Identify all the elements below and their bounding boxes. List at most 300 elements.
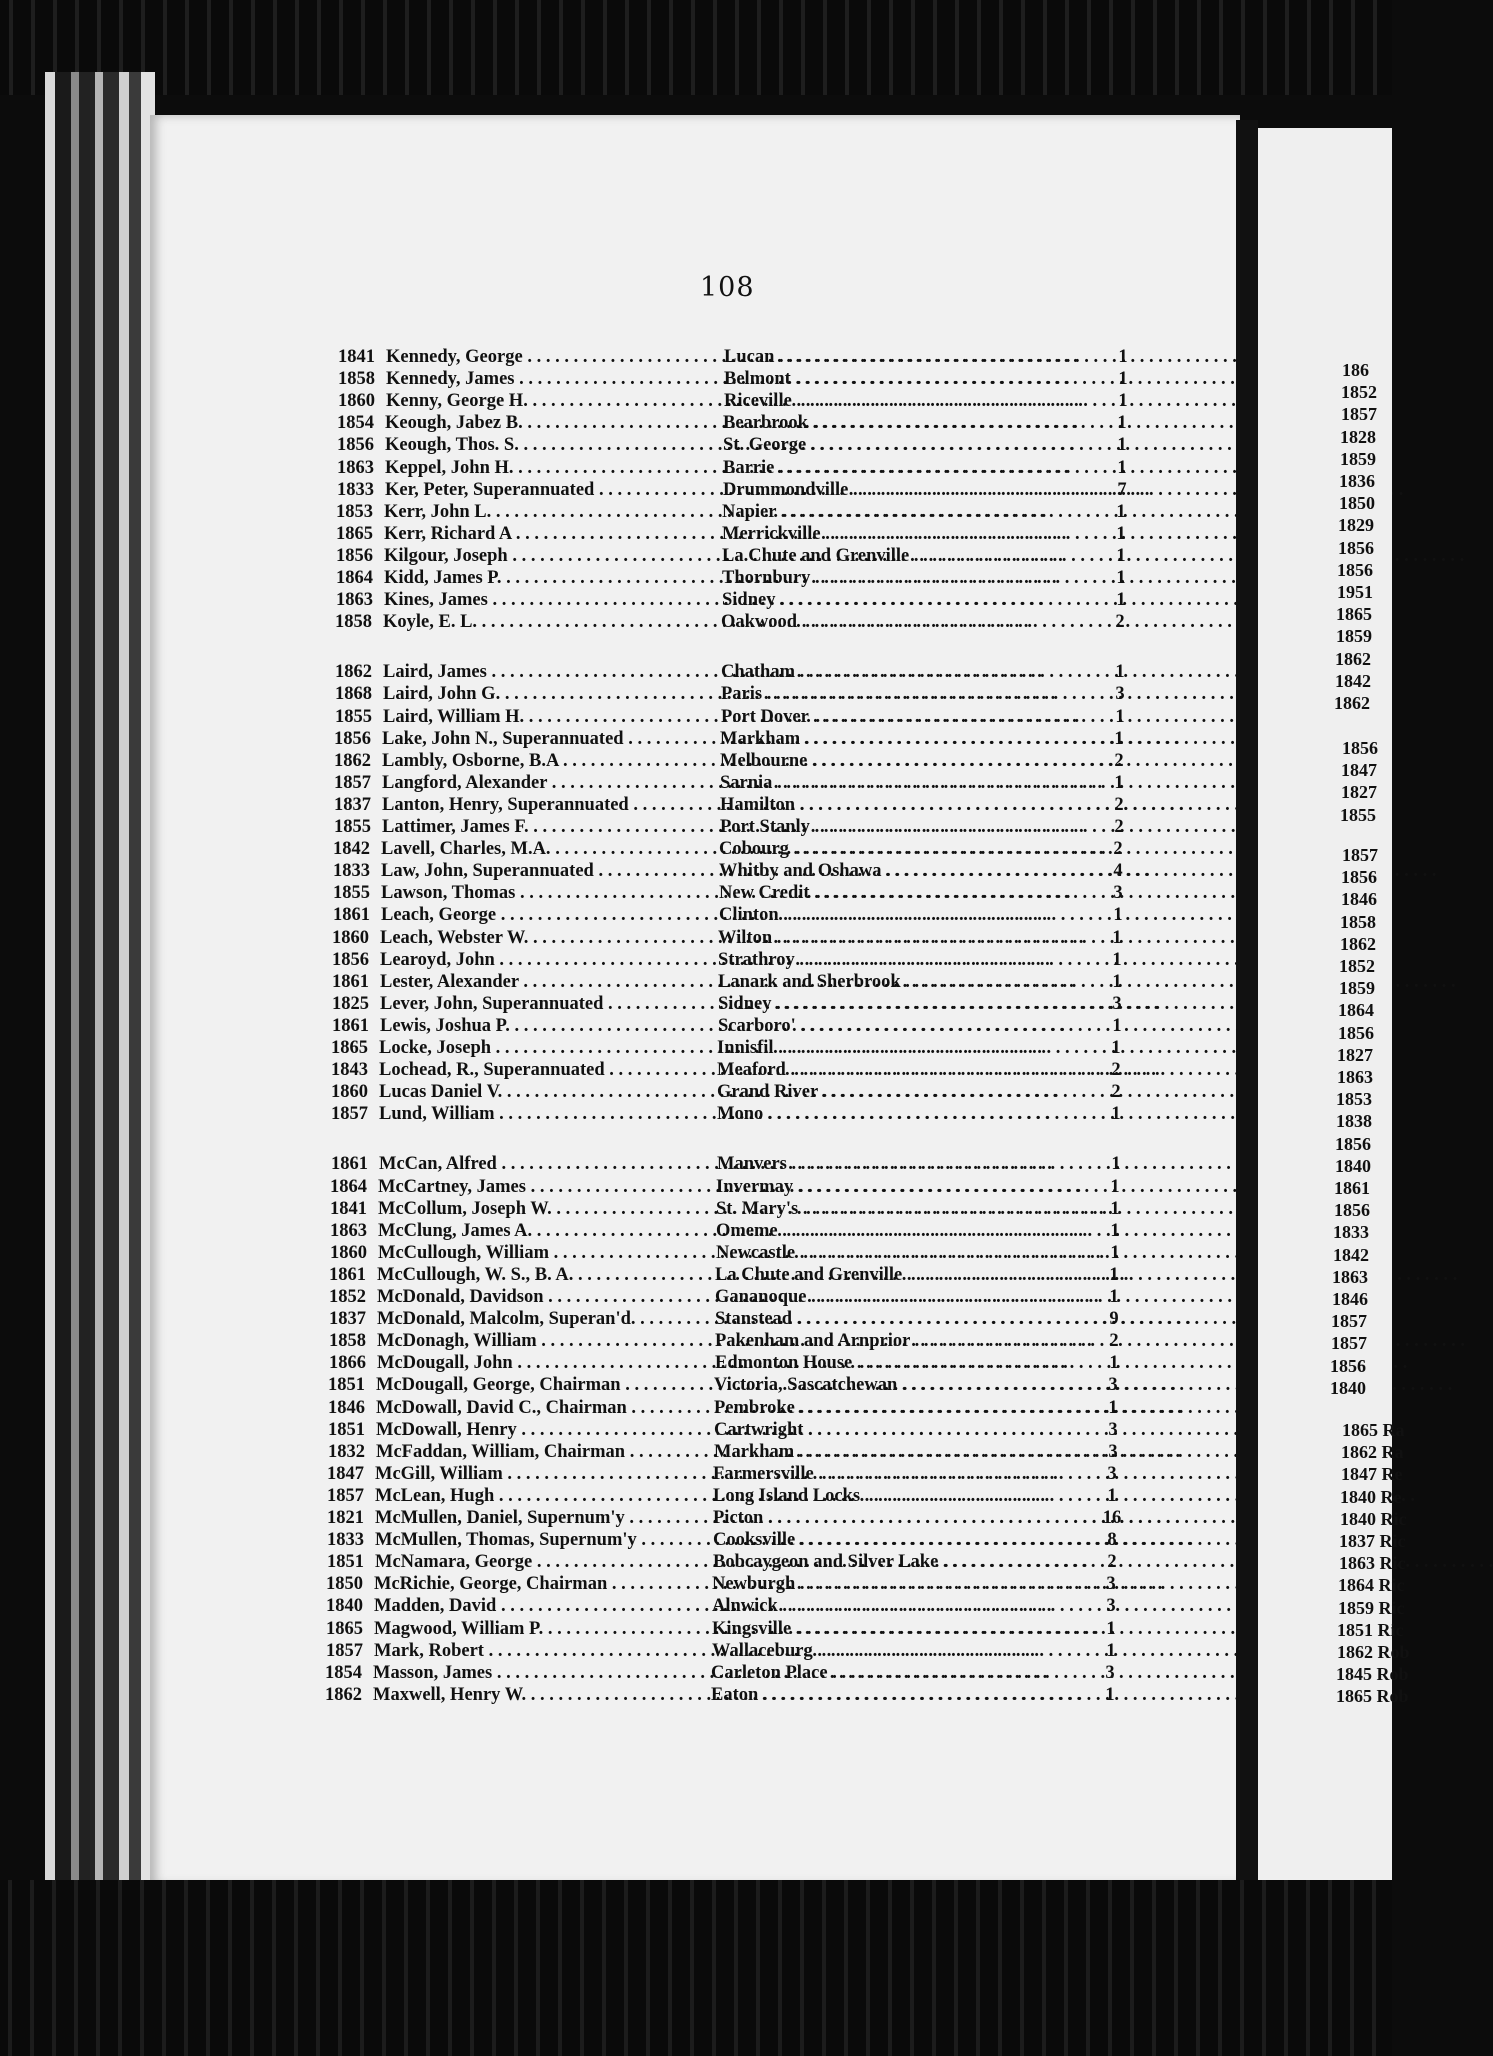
entry-year: 1861 — [331, 1154, 368, 1175]
entry-name: McDougall, George, Chairman . . . — [376, 1375, 718, 1396]
entry-place: Markham . . . — [714, 1442, 1114, 1463]
entry-name: Laird, James . . . — [383, 662, 725, 683]
entry-name: Lund, William . . . — [379, 1104, 721, 1125]
entry-count: 7 — [1117, 479, 1127, 500]
entry-count: 1 — [1112, 1015, 1122, 1036]
entry-row — [334, 817, 1134, 839]
right-entry: 1861 — [1334, 1178, 1370, 1198]
entry-place: Eaton . . . — [711, 1685, 1111, 1706]
entry-count: 1 — [1116, 568, 1126, 588]
right-entry: 1856 — [1338, 1022, 1374, 1043]
entry-row — [335, 707, 1135, 729]
right-entry: 1863 Ric — [1339, 1553, 1406, 1574]
entry-count: 2 — [1115, 612, 1125, 633]
entry-year: 1833 — [327, 1530, 364, 1551]
entry-name: Lester, Alexander . . . — [380, 972, 722, 993]
entry-place: Cooksville . . . — [713, 1530, 1113, 1551]
right-entry: 1833 — [1333, 1222, 1369, 1243]
entry-year: 1847 — [327, 1463, 364, 1484]
entry-name: Kerr, Richard A . . . — [384, 524, 726, 545]
entry-name: Lochead, R., Superannuated . . . — [379, 1060, 721, 1081]
entry-count: 3 — [1108, 1375, 1118, 1396]
entry-count: 1 — [1110, 1176, 1120, 1197]
entry-count: 2 — [1107, 1552, 1117, 1573]
entry-year: 1856 — [332, 949, 369, 970]
entry-row — [325, 1663, 1125, 1685]
entry-count: 2 — [1113, 839, 1123, 860]
entry-row — [337, 413, 1137, 435]
entry-count: 1 — [1116, 501, 1126, 522]
entry-place: Sidney . . . — [718, 994, 1118, 1015]
entry-place: Grand River . . . — [717, 1082, 1117, 1103]
right-entry: 1862 — [1334, 693, 1370, 713]
right-entry: 1847 — [1341, 760, 1377, 781]
entry-year: 1857 — [331, 1104, 368, 1125]
entry-count: 1 — [1117, 457, 1127, 478]
entry-count: 3 — [1105, 1662, 1115, 1683]
right-entry: 1859 — [1340, 448, 1376, 469]
right-entry: 1857 — [1341, 404, 1377, 425]
entry-count: 1 — [1109, 1353, 1119, 1374]
entry-row — [330, 1177, 1130, 1199]
entry-year: 1832 — [328, 1441, 365, 1462]
entry-row — [336, 590, 1136, 612]
entry-count: 1 — [1118, 369, 1128, 390]
entry-count: 1 — [1118, 347, 1128, 367]
right-entry: 1840 — [1335, 1155, 1371, 1176]
entry-name: Magwood, William P. . . . — [374, 1619, 716, 1640]
entry-year: 1854 — [325, 1662, 362, 1683]
entry-place: Victoria, Sascatchewan . . . — [714, 1375, 1114, 1396]
entry-count: 1 — [1112, 927, 1122, 948]
entry-row — [334, 751, 1134, 773]
entry-count: 2 — [1111, 1082, 1121, 1103]
entry-year: 1857 — [326, 1640, 363, 1661]
entry-year: 1837 — [329, 1309, 366, 1330]
entry-year: 1858 — [335, 612, 372, 633]
entry-row — [332, 972, 1132, 994]
entry-place: Wilton . . . — [718, 928, 1118, 949]
right-entry: 1827 — [1337, 1044, 1373, 1065]
entry-year: 1863 — [337, 457, 374, 478]
entry-count: 1 — [1111, 1154, 1121, 1175]
right-entry: 1865 Rob — [1336, 1686, 1409, 1707]
entry-place: Bearbrook . . . — [723, 413, 1123, 434]
entry-year: 1857 — [327, 1485, 364, 1506]
entry-year: 1865 — [326, 1618, 363, 1639]
entry-count: 1 — [1112, 949, 1122, 970]
entry-row — [330, 1243, 1130, 1265]
entry-row — [327, 1508, 1127, 1530]
entry-place: Newburgh . . . — [712, 1574, 1112, 1595]
entry-count: 1 — [1107, 1485, 1117, 1506]
entry-name: McDougall, John . . . — [377, 1353, 719, 1374]
right-entry: 1856 — [1337, 559, 1373, 580]
entry-place: Manvers . . . — [717, 1154, 1117, 1175]
entry-row — [328, 1375, 1128, 1397]
entry-row — [333, 861, 1133, 883]
entry-place: Riceville . . . — [724, 391, 1124, 412]
entry-year: 1858 — [329, 1331, 366, 1352]
entry-year: 1860 — [331, 1082, 368, 1103]
entry-name: Keough, Thos. S. . . . — [385, 435, 727, 456]
entry-name: Lever, John, Superannuated . . . — [380, 994, 722, 1015]
entry-name: McCartney, James . . . — [378, 1177, 720, 1198]
entry-year: 1856 — [336, 545, 373, 566]
entry-place: Markham . . . — [720, 729, 1120, 750]
entry-name: Kenny, George H. . . . — [386, 391, 728, 412]
entry-place: Clinton . . . — [719, 905, 1119, 926]
entry-name: McCullough, William . . . — [378, 1243, 720, 1264]
entry-name: Madden, David . . . — [374, 1596, 716, 1617]
right-entry: 1829 — [1338, 515, 1374, 536]
entry-row — [329, 1265, 1129, 1287]
right-entry: 1842 — [1333, 1244, 1369, 1265]
right-entry: 1856 — [1341, 867, 1377, 888]
entry-year: 1851 — [328, 1375, 365, 1396]
entry-name: Learoyd, John . . . — [380, 950, 722, 971]
entry-place: Oakwood . . . — [721, 612, 1121, 633]
entry-year: 1855 — [335, 706, 372, 727]
entry-place: Strathroy . . . — [718, 950, 1118, 971]
entry-year: 1846 — [328, 1397, 365, 1418]
right-entry: 1828 — [1340, 426, 1376, 447]
entry-place: Scarboro' . . . — [718, 1016, 1118, 1037]
entry-count: 1 — [1110, 1220, 1120, 1241]
right-entry: 1846 — [1341, 889, 1377, 910]
entry-count: 2 — [1114, 794, 1124, 815]
entry-row — [328, 1420, 1128, 1442]
entry-count: 9 — [1109, 1309, 1119, 1330]
right-entry: 1864 Ric — [1338, 1575, 1405, 1596]
entry-count: 1 — [1114, 772, 1124, 793]
entry-count: 3 — [1108, 1441, 1118, 1462]
right-entry: 1847 Re — [1341, 1464, 1403, 1485]
right-entry: 1863 — [1337, 1067, 1373, 1087]
entry-place: La Chute and Grenville . . . — [722, 546, 1122, 567]
entry-year: 1821 — [327, 1508, 364, 1528]
entry-count: 3 — [1107, 1463, 1117, 1484]
right-entry: 1837 Ric — [1339, 1531, 1406, 1551]
entry-year: 1842 — [333, 839, 370, 860]
film-border-bottom — [0, 1880, 1392, 2056]
entry-name: McFaddan, William, Chairman . . . — [376, 1442, 718, 1463]
entry-count: 1 — [1109, 1264, 1119, 1285]
entry-year: 1860 — [330, 1242, 367, 1263]
entry-year: 1850 — [326, 1574, 363, 1595]
entry-year: 1861 — [333, 905, 370, 926]
entry-row — [329, 1287, 1129, 1309]
entry-name: Lake, John N., Superannuated . . . — [382, 729, 724, 750]
entry-count: 1 — [1116, 545, 1126, 566]
entry-row — [333, 839, 1133, 861]
entry-place: Chatham . . . — [721, 662, 1121, 683]
entry-count: 1 — [1115, 706, 1125, 727]
entry-year: 1865 — [331, 1038, 368, 1058]
entry-year: 1833 — [337, 479, 374, 500]
right-entry: 1865 Ra — [1342, 1420, 1405, 1440]
entry-count: 1 — [1112, 971, 1122, 992]
entry-row — [332, 1016, 1132, 1038]
entry-year: 1862 — [325, 1684, 362, 1705]
entry-count: 2 — [1114, 750, 1124, 771]
entry-year: 1857 — [334, 772, 371, 793]
right-entry: 1859 Ric — [1338, 1597, 1405, 1618]
right-entry: 1857 — [1331, 1311, 1367, 1332]
entry-name: Kilgour, Joseph . . . — [384, 546, 726, 567]
entry-place: Cartwright . . . — [714, 1420, 1114, 1441]
entry-row — [334, 729, 1134, 751]
entry-name: McMullen, Thomas, Supernum'y . . . — [375, 1530, 717, 1551]
entry-place: Carleton Place . . . — [711, 1663, 1111, 1684]
entry-year: 1865 — [336, 523, 373, 544]
entry-count: 1 — [1105, 1684, 1115, 1705]
entry-name: McDowall, Henry . . . — [376, 1420, 718, 1441]
entry-row — [338, 391, 1138, 413]
entry-count: 3 — [1106, 1574, 1116, 1595]
entry-row — [328, 1398, 1128, 1420]
entry-name: McGill, William . . . — [375, 1464, 717, 1485]
entry-year: 1843 — [331, 1060, 368, 1081]
entry-count: 1 — [1111, 1104, 1121, 1125]
entry-place: Stanstead . . . — [715, 1309, 1115, 1330]
entry-name: Laird, John G. . . . — [383, 684, 725, 705]
entry-year: 1855 — [334, 817, 371, 837]
entry-place: Farmersville . . . — [713, 1464, 1113, 1485]
entry-year: 1858 — [338, 369, 375, 390]
entry-row — [336, 524, 1136, 546]
right-entry: 1840 Re — [1340, 1486, 1402, 1507]
right-entry: 1864 — [1338, 1000, 1374, 1021]
entry-name: Koyle, E. L. . . . — [383, 612, 725, 633]
entry-row — [329, 1331, 1129, 1353]
entry-year: 1855 — [333, 883, 370, 904]
entry-row — [331, 1154, 1131, 1176]
right-entry: 1842 — [1335, 670, 1371, 691]
entry-place: Port Dover . . . — [721, 707, 1121, 728]
entry-row — [331, 1038, 1131, 1060]
entry-place: Pembroke . . . — [714, 1398, 1114, 1419]
entry-place: Long Island Locks . . . — [713, 1486, 1113, 1507]
entry-row — [332, 928, 1132, 950]
entry-count: 1 — [1113, 905, 1123, 926]
entry-name: Lanton, Henry, Superannuated . . . — [382, 795, 724, 816]
entry-name: McDonagh, William . . . — [377, 1331, 719, 1352]
right-entry: 1838 — [1336, 1111, 1372, 1132]
entry-name: Kines, James . . . — [384, 590, 726, 611]
entry-year: 1862 — [335, 662, 372, 683]
entry-place: Lanark and Sherbrook . . . — [718, 972, 1118, 993]
right-entry: 1845 Rob — [1336, 1664, 1409, 1685]
entry-row — [333, 905, 1133, 927]
entry-row — [336, 568, 1136, 590]
entry-name: Keppel, John H. . . . — [385, 458, 727, 479]
entry-place: Port Stanly . . . — [720, 817, 1120, 838]
entry-place: Bobcaygeon and Silver Lake . . . — [713, 1552, 1113, 1573]
entry-count: 1 — [1110, 1242, 1120, 1263]
entry-row — [338, 369, 1138, 391]
entry-count: 3 — [1112, 993, 1122, 1014]
right-entry: 1859 — [1336, 626, 1372, 647]
entry-count: 1 — [1111, 1038, 1121, 1058]
book-spine — [45, 72, 155, 1882]
right-entry: 1859 — [1339, 978, 1375, 999]
entry-place: Pakenham and Arnprior . . . — [715, 1331, 1115, 1352]
right-entry: 1856 — [1335, 1133, 1371, 1154]
entry-count: 1 — [1109, 1287, 1119, 1307]
entry-place: Wallaceburg . . . — [712, 1641, 1112, 1662]
entry-row — [337, 435, 1137, 457]
entry-count: 3 — [1108, 1419, 1118, 1440]
entry-name: McCan, Alfred . . . — [379, 1154, 721, 1175]
entry-place: Sarnia . . . — [720, 773, 1120, 794]
entry-count: 2 — [1111, 1060, 1121, 1081]
entry-count: 4 — [1113, 861, 1123, 882]
entry-count: 1 — [1106, 1618, 1116, 1639]
entry-row — [327, 1464, 1127, 1486]
entry-place: Omeme . . . — [716, 1221, 1116, 1242]
entry-year: 1841 — [330, 1198, 367, 1219]
entry-year: 1856 — [337, 435, 374, 456]
entry-name: McDonald, Davidson . . . — [377, 1287, 719, 1308]
entry-row — [330, 1199, 1130, 1221]
entry-name: Kennedy, James . . . — [386, 369, 728, 390]
entry-year: 1856 — [334, 728, 371, 749]
entry-row — [335, 662, 1135, 684]
right-entry: 186 — [1342, 360, 1369, 380]
entry-name: McNamara, George . . . — [375, 1552, 717, 1573]
right-entry: 1862 — [1340, 933, 1376, 954]
entry-name: McClung, James A. . . . — [378, 1221, 720, 1242]
entry-row — [326, 1574, 1126, 1596]
entry-name: Keough, Jabez B. . . . — [385, 413, 727, 434]
entry-count: 3 — [1115, 684, 1125, 705]
entry-name: Masson, James . . . — [373, 1663, 715, 1684]
entry-name: Kerr, John L. . . . — [384, 502, 726, 523]
entry-name: Lucas Daniel V. . . . — [379, 1082, 721, 1103]
entry-count: 2 — [1109, 1331, 1119, 1352]
entry-place: New Credit . . . — [719, 883, 1119, 904]
entry-place: Meaford . . . — [717, 1060, 1117, 1081]
entry-row — [326, 1596, 1126, 1618]
right-entry: 1852 — [1341, 382, 1377, 403]
entry-name: Locke, Joseph . . . — [379, 1038, 721, 1059]
entry-row — [327, 1552, 1127, 1574]
entry-place: Sidney . . . — [722, 590, 1122, 611]
entry-place: Hamilton . . . — [720, 795, 1120, 816]
entry-place: Newcastle . . . — [716, 1243, 1116, 1264]
right-entry: 1951 — [1337, 582, 1373, 602]
right-entry: 1827 — [1341, 782, 1377, 803]
entry-row — [333, 883, 1133, 905]
entry-year: 1840 — [326, 1596, 363, 1617]
right-entry: 1846 — [1332, 1289, 1368, 1309]
entry-year: 1861 — [332, 971, 369, 992]
entry-name: McRichie, George, Chairman . . . — [374, 1574, 716, 1595]
right-entry: 1851 Ric — [1337, 1619, 1404, 1640]
right-entry: 1865 — [1336, 604, 1372, 625]
entry-row — [335, 612, 1135, 634]
entry-year: 1864 — [336, 568, 373, 588]
entry-count: 1 — [1118, 391, 1128, 412]
entry-year: 1866 — [329, 1353, 366, 1374]
entry-row — [331, 1082, 1131, 1104]
entry-name: Ker, Peter, Superannuated . . . — [385, 480, 727, 501]
entry-name: Leach, George . . . — [381, 905, 723, 926]
entry-row — [334, 773, 1134, 795]
entry-row — [335, 684, 1135, 706]
entry-row — [326, 1641, 1126, 1663]
entry-name: McLean, Hugh . . . — [375, 1486, 717, 1507]
entry-name: Lambly, Osborne, B.A . . . — [382, 751, 724, 772]
right-entry: 1856 — [1342, 738, 1378, 758]
right-entry: 1863 — [1332, 1266, 1368, 1287]
entry-place: Lucan . . . — [724, 347, 1124, 368]
entry-count: 8 — [1107, 1530, 1117, 1551]
film-border-top — [0, 0, 1392, 95]
entry-place: Whitby and Oshawa . . . — [719, 861, 1119, 882]
entry-place: Innisfil . . . — [717, 1038, 1117, 1059]
right-entry: 1840 — [1330, 1377, 1366, 1398]
entry-year: 1837 — [334, 794, 371, 815]
entry-place: Thornbury . . . — [722, 568, 1122, 589]
page-number: 108 — [700, 272, 755, 303]
entry-row — [325, 1685, 1125, 1707]
entry-name: Maxwell, Henry W. . . . — [373, 1685, 715, 1706]
right-entry: 1850 — [1339, 493, 1375, 514]
right-entry: 1853 — [1336, 1089, 1372, 1110]
right-entry: 1836 — [1339, 471, 1375, 491]
entry-year: 1854 — [337, 413, 374, 434]
entry-row — [332, 950, 1132, 972]
entry-year: 1841 — [338, 347, 375, 367]
right-entry: 1856 — [1338, 537, 1374, 558]
entry-name: Lawson, Thomas . . . — [381, 883, 723, 904]
entry-row — [338, 347, 1138, 369]
entry-row — [327, 1486, 1127, 1508]
entry-year: 1861 — [329, 1264, 366, 1285]
entry-row — [337, 458, 1137, 480]
entry-year: 1864 — [330, 1176, 367, 1197]
right-entry: 1840 Ric — [1340, 1508, 1407, 1529]
entry-count: 1 — [1106, 1640, 1116, 1661]
right-entry: 1858 — [1340, 911, 1376, 932]
entry-name: Lattimer, James F. . . . — [382, 817, 724, 838]
entry-place: Paris . . . — [721, 684, 1121, 705]
entry-count: 1 — [1114, 728, 1124, 749]
entry-place: Edmonton House . . . — [715, 1353, 1115, 1374]
entry-place: Alnwick . . . — [712, 1596, 1112, 1617]
entry-name: McDowall, David C., Chairman . . . — [376, 1398, 718, 1419]
entry-place: Mono . . . — [717, 1104, 1117, 1125]
entry-name: Mark, Robert . . . — [374, 1641, 716, 1662]
entry-name: Kennedy, George . . . — [386, 347, 728, 368]
right-entry: 1852 — [1339, 956, 1375, 976]
entry-name: McMullen, Daniel, Supernum'y . . . — [375, 1508, 717, 1529]
right-entry: 1857 — [1342, 845, 1378, 865]
entry-place: Drummondville . . . — [723, 480, 1123, 501]
entry-name: McCollum, Joseph W. . . . — [378, 1199, 720, 1220]
entry-place: Invermay . . . — [716, 1177, 1116, 1198]
entry-year: 1868 — [335, 684, 372, 705]
entry-name: Leach, Webster W. . . . — [380, 928, 722, 949]
entry-row — [331, 1060, 1131, 1082]
entry-year: 1863 — [336, 590, 373, 611]
entry-year: 1851 — [328, 1419, 365, 1440]
entry-row — [330, 1221, 1130, 1243]
entry-count: 1 — [1116, 523, 1126, 544]
entry-name: Law, John, Superannuated . . . — [381, 861, 723, 882]
